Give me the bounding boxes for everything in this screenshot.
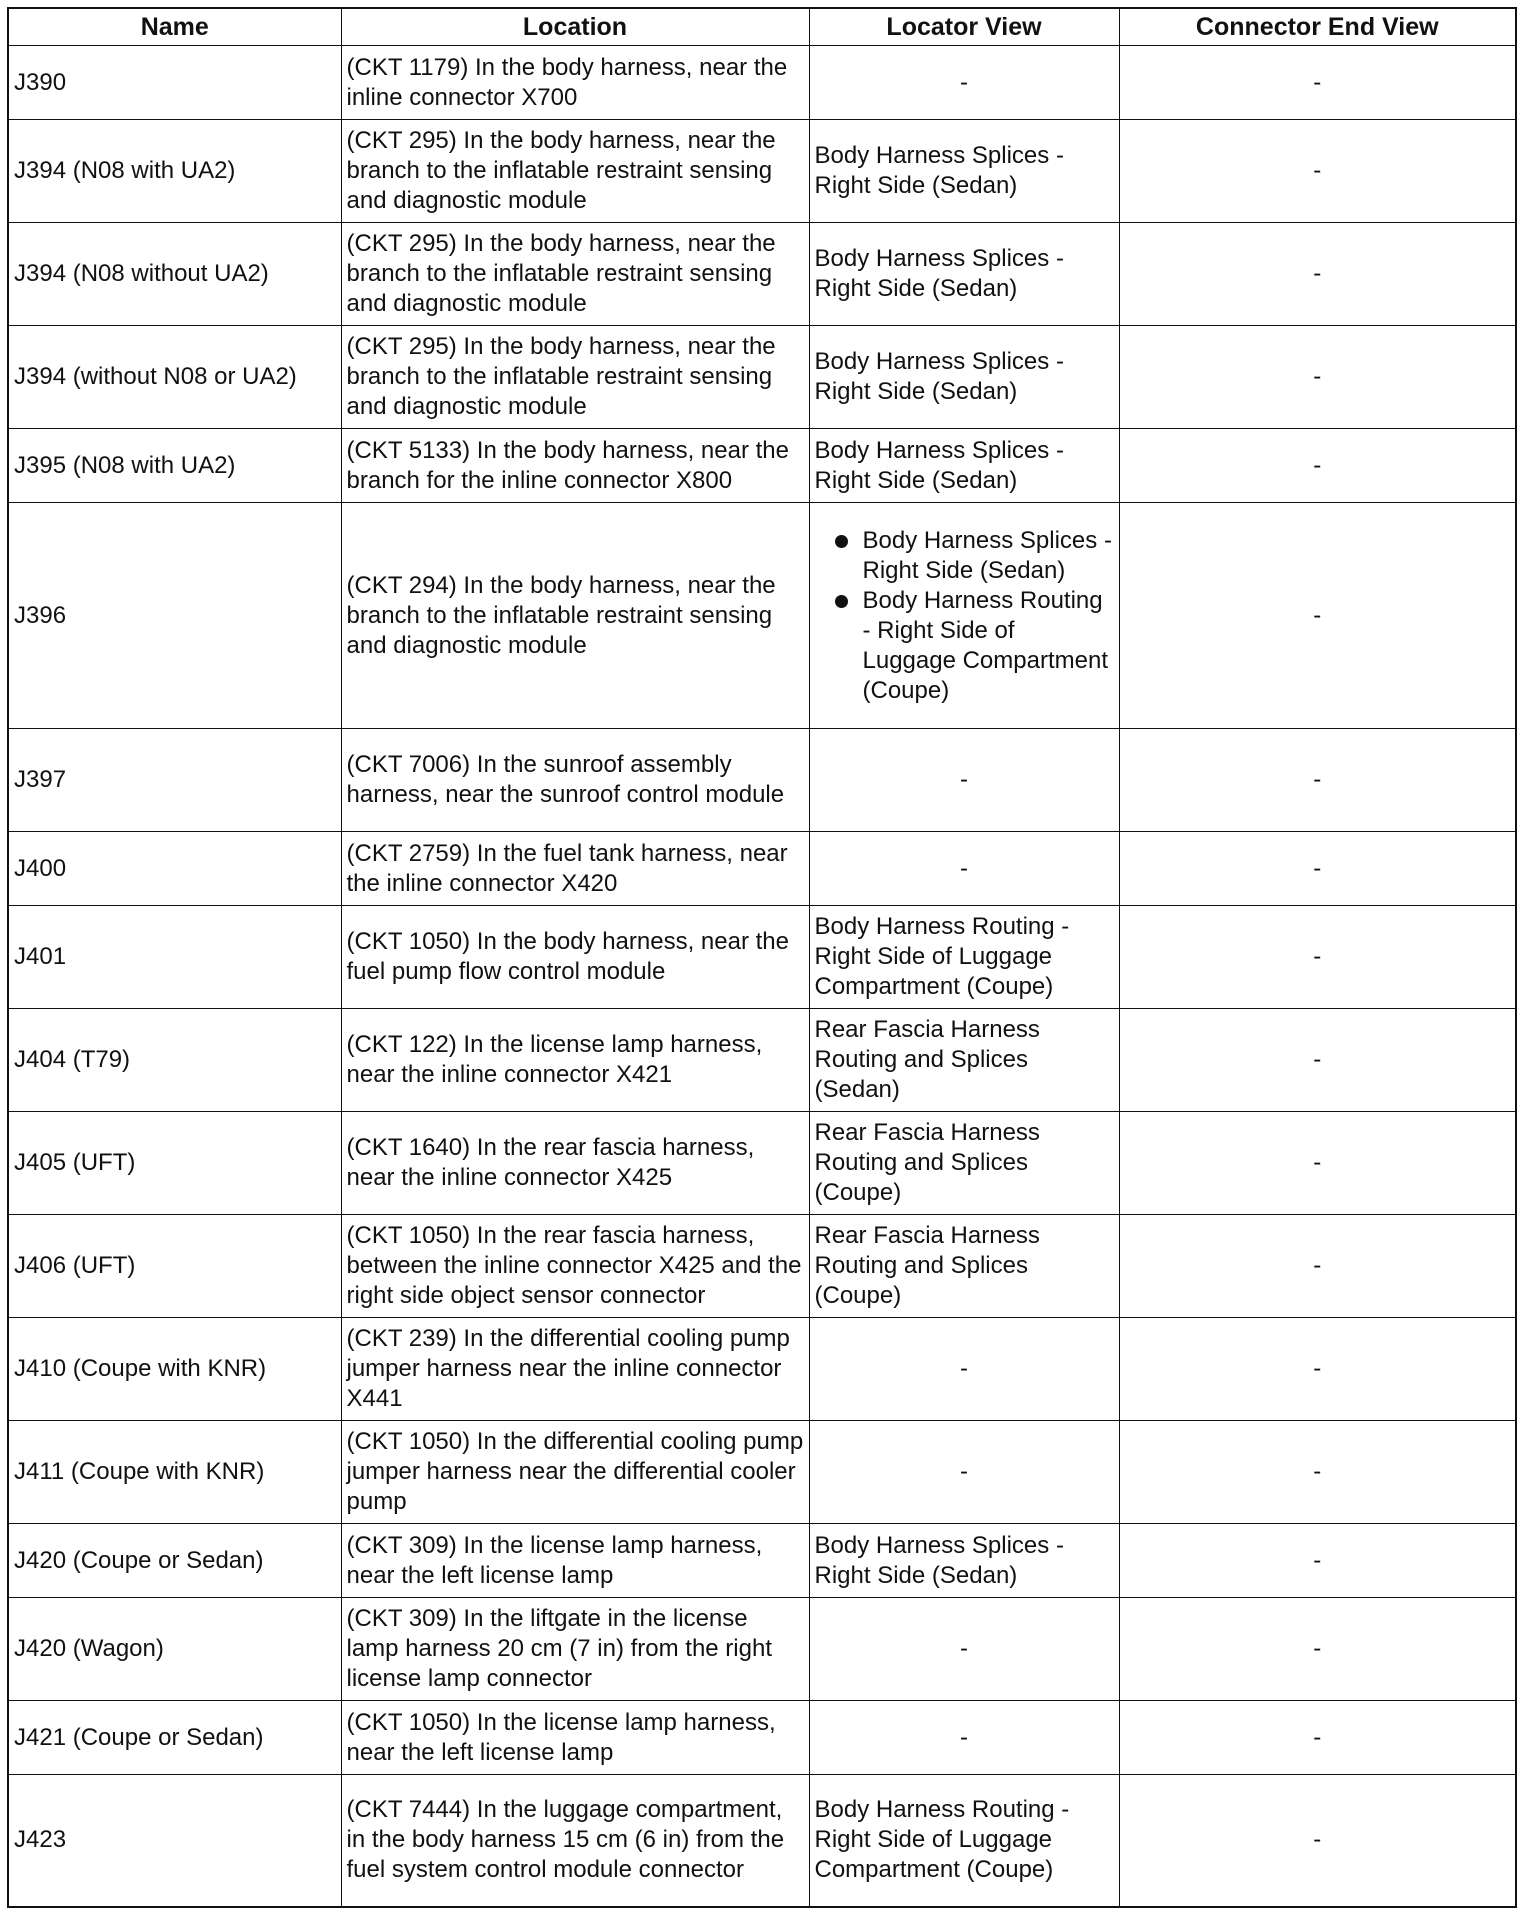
cell-locator-view: Rear Fascia Harness Routing and Splices (Coupe) (809, 1112, 1119, 1215)
cell-location: (CKT 295) In the body harness, near the branch to the inflatable restraint sensing and diagnostic module (341, 326, 809, 429)
table-row (8, 1215, 1516, 1318)
cell-name: J406 (UFT) (8, 1215, 341, 1318)
list-item: Body Harness Splices - Right Side (Sedan) (815, 526, 1114, 586)
cell-connector-end-view: - (1119, 1215, 1516, 1318)
cell-name: J401 (8, 906, 341, 1009)
cell-connector-end-view: - (1119, 1701, 1516, 1775)
cell-location: (CKT 309) In the liftgate in the license lamp harness 20 cm (7 in) from the right license lamp connector (341, 1598, 809, 1701)
cell-location: (CKT 1050) In the license lamp harness, near the left license lamp (341, 1701, 809, 1775)
cell-locator-view: Body Harness Splices - Right Side (Sedan) (809, 326, 1119, 429)
cell-name: J423 (8, 1775, 341, 1907)
cell-locator-view: - (809, 1318, 1119, 1421)
table-row (8, 1112, 1516, 1215)
cell-locator-view: - (809, 1421, 1119, 1524)
cell-name: J397 (8, 729, 341, 832)
table-row (8, 729, 1516, 832)
cell-location: (CKT 295) In the body harness, near the branch to the inflatable restraint sensing and diagnostic module (341, 120, 809, 223)
table-row (8, 832, 1516, 906)
cell-connector-end-view: - (1119, 1318, 1516, 1421)
cell-connector-end-view: - (1119, 326, 1516, 429)
cell-connector-end-view: - (1119, 1598, 1516, 1701)
table-row (8, 223, 1516, 326)
table-row (8, 1701, 1516, 1775)
cell-name: J411 (Coupe with KNR) (8, 1421, 341, 1524)
cell-name: J421 (Coupe or Sedan) (8, 1701, 341, 1775)
cell-connector-end-view: - (1119, 1524, 1516, 1598)
cell-locator-view: Body Harness Splices - Right Side (Sedan) (809, 223, 1119, 326)
cell-connector-end-view: - (1119, 223, 1516, 326)
header-name: Name (8, 8, 341, 46)
cell-name: J420 (Wagon) (8, 1598, 341, 1701)
cell-locator-view: Body Harness Splices - Right Side (Sedan) (809, 1524, 1119, 1598)
locator-view-list (815, 526, 1114, 706)
cell-connector-end-view: - (1119, 120, 1516, 223)
cell-connector-end-view: - (1119, 46, 1516, 120)
cell-locator-view: Rear Fascia Harness Routing and Splices (Sedan) (809, 1009, 1119, 1112)
list-item: Body Harness Routing - Right Side of Luggage Compartment (Coupe) (815, 586, 1114, 706)
cell-location: (CKT 294) In the body harness, near the branch to the inflatable restraint sensing and diagnostic module (341, 503, 809, 729)
cell-connector-end-view: - (1119, 729, 1516, 832)
cell-location: (CKT 309) In the license lamp harness, near the left license lamp (341, 1524, 809, 1598)
cell-name: J420 (Coupe or Sedan) (8, 1524, 341, 1598)
cell-name: J394 (without N08 or UA2) (8, 326, 341, 429)
cell-location: (CKT 7006) In the sunroof assembly harness, near the sunroof control module (341, 729, 809, 832)
table-row (8, 326, 1516, 429)
cell-location: (CKT 295) In the body harness, near the branch to the inflatable restraint sensing and diagnostic module (341, 223, 809, 326)
cell-name: J390 (8, 46, 341, 120)
table-row (8, 429, 1516, 503)
cell-connector-end-view: - (1119, 1421, 1516, 1524)
table-row (8, 503, 1516, 729)
cell-name: J394 (N08 without UA2) (8, 223, 341, 326)
cell-name: J396 (8, 503, 341, 729)
cell-locator-view: - (809, 46, 1119, 120)
cell-location: (CKT 239) In the differential cooling pump jumper harness near the inline connector X441 (341, 1318, 809, 1421)
cell-locator-view: Body Harness Routing - Right Side of Luggage Compartment (Coupe) (809, 1775, 1119, 1907)
cell-name: J395 (N08 with UA2) (8, 429, 341, 503)
table-row (8, 120, 1516, 223)
cell-location: (CKT 1179) In the body harness, near the inline connector X700 (341, 46, 809, 120)
header-connector-end-view: Connector End View (1119, 8, 1516, 46)
cell-location: (CKT 2759) In the fuel tank harness, near the inline connector X420 (341, 832, 809, 906)
cell-locator-view: - (809, 729, 1119, 832)
cell-location: (CKT 1050) In the body harness, near the fuel pump flow control module (341, 906, 809, 1009)
cell-connector-end-view: - (1119, 503, 1516, 729)
table-row (8, 1598, 1516, 1701)
cell-location: (CKT 1050) In the rear fascia harness, between the inline connector X425 and the right side object sensor connector (341, 1215, 809, 1318)
table-row (8, 906, 1516, 1009)
cell-name: J405 (UFT) (8, 1112, 341, 1215)
cell-locator-view: - (809, 1598, 1119, 1701)
cell-name: J394 (N08 with UA2) (8, 120, 341, 223)
cell-connector-end-view: - (1119, 832, 1516, 906)
cell-connector-end-view: - (1119, 1775, 1516, 1907)
splice-table (7, 7, 1517, 1908)
cell-location: (CKT 1050) In the differential cooling pump jumper harness near the differential cooler pump (341, 1421, 809, 1524)
table-row (8, 1524, 1516, 1598)
table-row (8, 46, 1516, 120)
table-row (8, 1775, 1516, 1907)
table-row (8, 1009, 1516, 1112)
cell-name: J400 (8, 832, 341, 906)
table-row (8, 1421, 1516, 1524)
header-location: Location (341, 8, 809, 46)
header-locator-view: Locator View (809, 8, 1119, 46)
header-row (8, 8, 1516, 46)
cell-location: (CKT 5133) In the body harness, near the branch for the inline connector X800 (341, 429, 809, 503)
cell-locator-view: Body Harness Splices - Right Side (Sedan) (809, 429, 1119, 503)
cell-connector-end-view: - (1119, 1009, 1516, 1112)
cell-name: J410 (Coupe with KNR) (8, 1318, 341, 1421)
cell-locator-view: Body Harness Splices - Right Side (Sedan) (809, 120, 1119, 223)
cell-connector-end-view: - (1119, 429, 1516, 503)
cell-name: J404 (T79) (8, 1009, 341, 1112)
cell-locator-view: Body Harness Routing - Right Side of Luggage Compartment (Coupe) (809, 906, 1119, 1009)
cell-locator-view (809, 503, 1119, 729)
cell-location: (CKT 7444) In the luggage compartment, in the body harness 15 cm (6 in) from the fuel system control module connector (341, 1775, 809, 1907)
cell-location: (CKT 122) In the license lamp harness, near the inline connector X421 (341, 1009, 809, 1112)
cell-locator-view: - (809, 1701, 1119, 1775)
cell-locator-view: Rear Fascia Harness Routing and Splices (Coupe) (809, 1215, 1119, 1318)
cell-location: (CKT 1640) In the rear fascia harness, near the inline connector X425 (341, 1112, 809, 1215)
cell-locator-view: - (809, 832, 1119, 906)
cell-connector-end-view: - (1119, 906, 1516, 1009)
table-row (8, 1318, 1516, 1421)
cell-connector-end-view: - (1119, 1112, 1516, 1215)
